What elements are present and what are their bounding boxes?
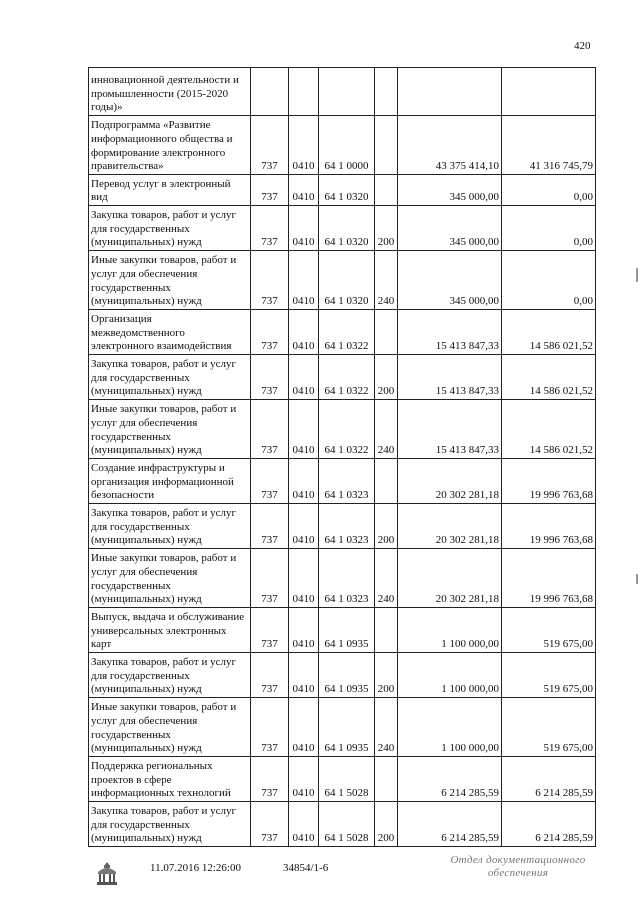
row-name-cell: Закупка товаров, работ и услуг для государственных (муниципальных) нужд xyxy=(89,802,251,847)
row-grbs-cell: 737 xyxy=(251,802,289,847)
row-article-cell: 64 1 0000 xyxy=(319,116,375,175)
row-section-cell: 0410 xyxy=(289,116,319,175)
row-name-cell: Иные закупки товаров, работ и услуг для обеспечения государственных (муниципальных) нужд xyxy=(89,400,251,459)
row-expense-type-cell xyxy=(375,310,398,355)
row-section-cell: 0410 xyxy=(289,698,319,757)
row-section-cell: 0410 xyxy=(289,504,319,549)
page-footer xyxy=(0,854,640,894)
row-expense-type-cell xyxy=(375,608,398,653)
row-grbs-cell: 737 xyxy=(251,355,289,400)
row-grbs-cell: 737 xyxy=(251,175,289,206)
row-name-cell: Закупка товаров, работ и услуг для государственных (муниципальных) нужд xyxy=(89,206,251,251)
row-amount-2015-cell: 6 214 285,59 xyxy=(398,757,502,802)
row-section-cell: 0410 xyxy=(289,355,319,400)
table-row xyxy=(89,175,596,206)
coat-of-arms-icon xyxy=(94,860,120,886)
table-row xyxy=(89,206,596,251)
row-expense-type-cell: 240 xyxy=(375,549,398,608)
row-name-cell: Иные закупки товаров, работ и услуг для обеспечения государственных (муниципальных) нужд xyxy=(89,549,251,608)
row-amount-2015-cell: 1 100 000,00 xyxy=(398,698,502,757)
row-grbs-cell: 737 xyxy=(251,400,289,459)
table-row xyxy=(89,549,596,608)
row-amount-2016-cell: 6 214 285,59 xyxy=(502,757,596,802)
row-expense-type-cell xyxy=(375,68,398,116)
row-grbs-cell: 737 xyxy=(251,698,289,757)
row-article-cell: 64 1 0322 xyxy=(319,400,375,459)
row-section-cell: 0410 xyxy=(289,400,319,459)
row-name-cell: Иные закупки товаров, работ и услуг для обеспечения государственных (муниципальных) нужд xyxy=(89,251,251,310)
row-expense-type-cell xyxy=(375,757,398,802)
row-amount-2016-cell: 0,00 xyxy=(502,206,596,251)
footer-date: 11.07.2016 12:26:00 xyxy=(150,862,241,874)
row-expense-type-cell: 200 xyxy=(375,504,398,549)
table-row xyxy=(89,757,596,802)
table-row xyxy=(89,251,596,310)
row-amount-2016-cell: 14 586 021,52 xyxy=(502,310,596,355)
row-amount-2015-cell: 15 413 847,33 xyxy=(398,400,502,459)
row-amount-2015-cell: 15 413 847,33 xyxy=(398,310,502,355)
row-article-cell: 64 1 0935 xyxy=(319,608,375,653)
row-section-cell: 0410 xyxy=(289,310,319,355)
row-article-cell: 64 1 5028 xyxy=(319,802,375,847)
row-name-cell: Закупка товаров, работ и услуг для государственных (муниципальных) нужд xyxy=(89,653,251,698)
row-grbs-cell xyxy=(251,68,289,116)
row-amount-2015-cell: 345 000,00 xyxy=(398,251,502,310)
row-amount-2015-cell: 20 302 281,18 xyxy=(398,459,502,504)
row-amount-2016-cell: 19 996 763,68 xyxy=(502,459,596,504)
row-name-cell: Выпуск, выдача и обслуживание универсальных электронных карт xyxy=(89,608,251,653)
row-name-cell: Организация межведомственного электронного взаимодействия xyxy=(89,310,251,355)
row-amount-2016-cell: 41 316 745,79 xyxy=(502,116,596,175)
row-name-cell: Закупка товаров, работ и услуг для государственных (муниципальных) нужд xyxy=(89,355,251,400)
table-row xyxy=(89,459,596,504)
margin-mark xyxy=(636,574,638,584)
table-row xyxy=(89,355,596,400)
row-grbs-cell: 737 xyxy=(251,504,289,549)
row-amount-2015-cell xyxy=(398,68,502,116)
row-name-cell: Перевод услуг в электронный вид xyxy=(89,175,251,206)
stamp-line-2: обеспечения xyxy=(487,867,549,879)
row-section-cell: 0410 xyxy=(289,757,319,802)
row-amount-2015-cell: 20 302 281,18 xyxy=(398,549,502,608)
table-row xyxy=(89,400,596,459)
row-grbs-cell: 737 xyxy=(251,549,289,608)
row-amount-2016-cell: 14 586 021,52 xyxy=(502,400,596,459)
row-article-cell xyxy=(319,68,375,116)
row-section-cell: 0410 xyxy=(289,608,319,653)
row-section-cell: 0410 xyxy=(289,206,319,251)
row-amount-2015-cell: 43 375 414,10 xyxy=(398,116,502,175)
row-section-cell: 0410 xyxy=(289,459,319,504)
row-amount-2015-cell: 20 302 281,18 xyxy=(398,504,502,549)
row-amount-2015-cell: 6 214 285,59 xyxy=(398,802,502,847)
row-amount-2016-cell: 6 214 285,59 xyxy=(502,802,596,847)
row-article-cell: 64 1 0320 xyxy=(319,175,375,206)
row-name-cell: Закупка товаров, работ и услуг для государственных (муниципальных) нужд xyxy=(89,504,251,549)
row-amount-2016-cell xyxy=(502,68,596,116)
row-name-cell: Поддержка региональных проектов в сфере информационных технологий xyxy=(89,757,251,802)
row-expense-type-cell: 240 xyxy=(375,251,398,310)
table-row xyxy=(89,68,596,116)
row-amount-2015-cell: 1 100 000,00 xyxy=(398,608,502,653)
margin-mark xyxy=(636,268,638,282)
row-amount-2016-cell: 19 996 763,68 xyxy=(502,549,596,608)
row-amount-2015-cell: 345 000,00 xyxy=(398,206,502,251)
row-article-cell: 64 1 0320 xyxy=(319,251,375,310)
row-article-cell: 64 1 0322 xyxy=(319,355,375,400)
row-article-cell: 64 1 0935 xyxy=(319,698,375,757)
table-row xyxy=(89,653,596,698)
row-section-cell: 0410 xyxy=(289,549,319,608)
row-section-cell: 0410 xyxy=(289,653,319,698)
row-amount-2015-cell: 345 000,00 xyxy=(398,175,502,206)
row-expense-type-cell: 200 xyxy=(375,355,398,400)
department-stamp xyxy=(438,854,598,880)
row-name-cell: Иные закупки товаров, работ и услуг для обеспечения государственных (муниципальных) нужд xyxy=(89,698,251,757)
row-section-cell xyxy=(289,68,319,116)
row-expense-type-cell: 240 xyxy=(375,400,398,459)
row-article-cell: 64 1 0323 xyxy=(319,459,375,504)
row-amount-2015-cell: 15 413 847,33 xyxy=(398,355,502,400)
row-grbs-cell: 737 xyxy=(251,206,289,251)
row-article-cell: 64 1 0323 xyxy=(319,549,375,608)
row-name-cell: инновационной деятельности и промышленности (2015-2020 годы)» xyxy=(89,68,251,116)
page-number: 420 xyxy=(574,40,591,52)
row-grbs-cell: 737 xyxy=(251,310,289,355)
footer-document-number: 34854/1-6 xyxy=(283,862,329,874)
row-amount-2015-cell: 1 100 000,00 xyxy=(398,653,502,698)
row-expense-type-cell xyxy=(375,116,398,175)
row-amount-2016-cell: 19 996 763,68 xyxy=(502,504,596,549)
row-grbs-cell: 737 xyxy=(251,116,289,175)
row-amount-2016-cell: 0,00 xyxy=(502,251,596,310)
row-expense-type-cell: 240 xyxy=(375,698,398,757)
row-expense-type-cell: 200 xyxy=(375,802,398,847)
row-article-cell: 64 1 0935 xyxy=(319,653,375,698)
stamp-line-1: Отдел документационного xyxy=(450,854,586,866)
row-grbs-cell: 737 xyxy=(251,251,289,310)
row-expense-type-cell: 200 xyxy=(375,653,398,698)
row-grbs-cell: 737 xyxy=(251,459,289,504)
row-name-cell: Подпрограмма «Развитие информационного общества и формирование электронного правительства» xyxy=(89,116,251,175)
row-article-cell: 64 1 0320 xyxy=(319,206,375,251)
table-row xyxy=(89,504,596,549)
row-article-cell: 64 1 0323 xyxy=(319,504,375,549)
row-expense-type-cell xyxy=(375,175,398,206)
row-amount-2016-cell: 0,00 xyxy=(502,175,596,206)
row-grbs-cell: 737 xyxy=(251,608,289,653)
row-amount-2016-cell: 519 675,00 xyxy=(502,698,596,757)
row-amount-2016-cell: 519 675,00 xyxy=(502,653,596,698)
row-section-cell: 0410 xyxy=(289,175,319,206)
table-row xyxy=(89,802,596,847)
row-amount-2016-cell: 14 586 021,52 xyxy=(502,355,596,400)
budget-table xyxy=(88,67,596,847)
row-expense-type-cell: 200 xyxy=(375,206,398,251)
row-article-cell: 64 1 0322 xyxy=(319,310,375,355)
budget-table-body xyxy=(89,68,596,847)
row-article-cell: 64 1 5028 xyxy=(319,757,375,802)
row-expense-type-cell xyxy=(375,459,398,504)
row-grbs-cell: 737 xyxy=(251,653,289,698)
table-row xyxy=(89,608,596,653)
table-row xyxy=(89,116,596,175)
row-section-cell: 0410 xyxy=(289,802,319,847)
row-grbs-cell: 737 xyxy=(251,757,289,802)
row-name-cell: Создание инфраструктуры и организация информационной безопасности xyxy=(89,459,251,504)
table-row xyxy=(89,698,596,757)
row-amount-2016-cell: 519 675,00 xyxy=(502,608,596,653)
row-section-cell: 0410 xyxy=(289,251,319,310)
table-row xyxy=(89,310,596,355)
